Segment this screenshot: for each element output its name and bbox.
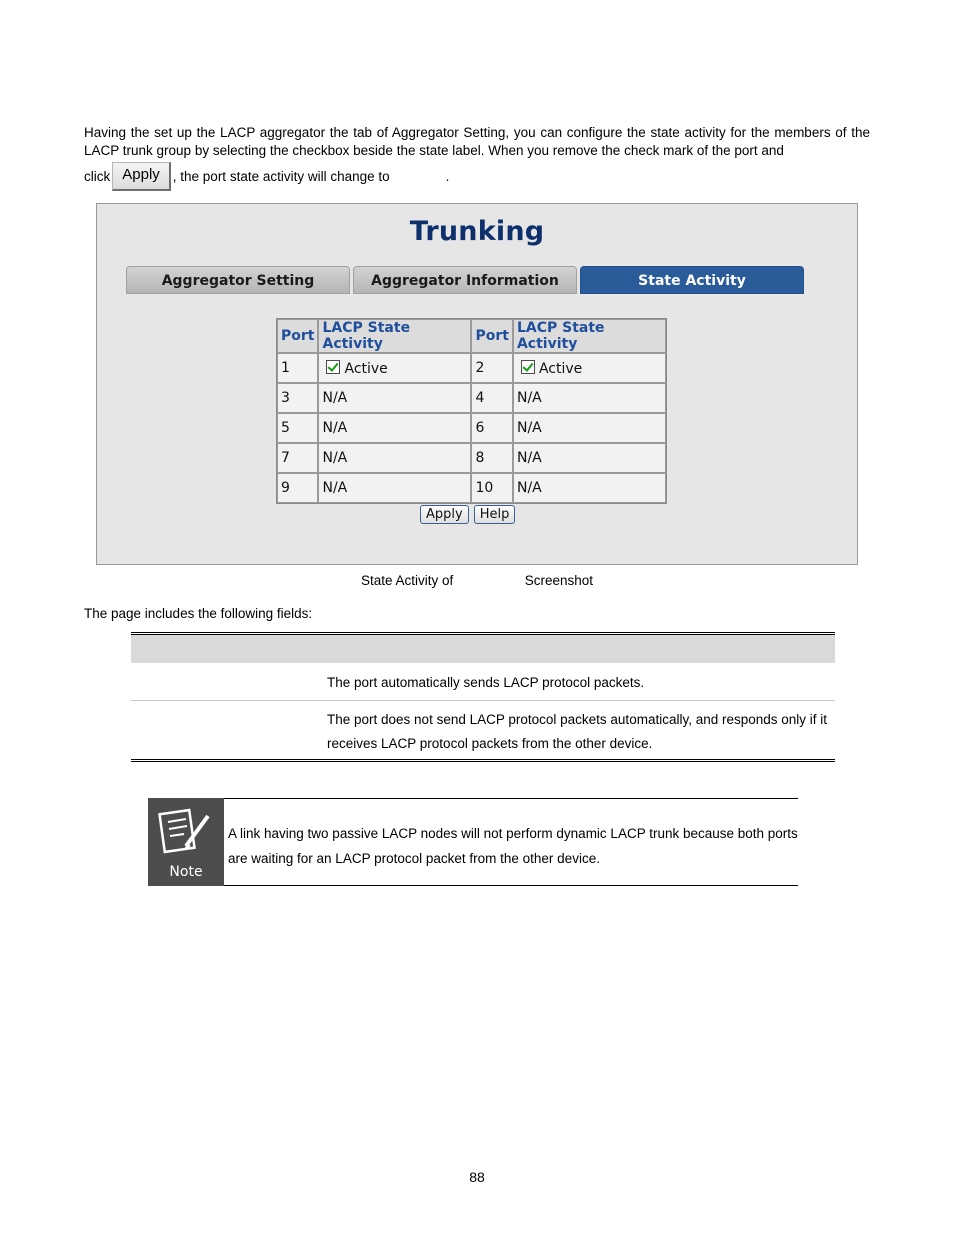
state-cell: N/A	[318, 383, 471, 413]
note-text: A link having two passive LACP nodes will not perform dynamic LACP trunk because both ports are waiting for an LACP protocol packet from the other device.	[228, 826, 798, 866]
tab-aggregator-setting[interactable]: Aggregator Setting	[126, 266, 350, 294]
port-cell: 6	[471, 413, 512, 443]
state-activity-table	[276, 318, 667, 504]
table-row	[277, 413, 666, 443]
port-cell: 4	[471, 383, 512, 413]
state-cell	[318, 353, 471, 383]
object-cell	[131, 671, 327, 695]
table-row	[131, 663, 835, 701]
intro-line-2	[84, 162, 870, 191]
note-icon-label: Note	[169, 864, 203, 880]
apply-button[interactable]: Apply	[420, 505, 469, 524]
page-number: 88	[469, 1169, 485, 1185]
note-box	[148, 798, 798, 886]
object-cell	[131, 708, 327, 756]
table-bottom-rule	[131, 759, 835, 762]
port-cell: 9	[277, 473, 318, 503]
intro-paragraph	[84, 124, 870, 191]
table-row	[277, 443, 666, 473]
state-cell: N/A	[513, 443, 666, 473]
description-cell: The port does not send LACP protocol packets automatically, and responds only if it receives LACP protocol packets from the other device.	[327, 712, 828, 751]
column-header-port-a: Port	[277, 319, 318, 353]
inline-apply-button: Apply	[112, 162, 171, 191]
fields-table-header	[131, 635, 835, 663]
intro-line-1: Having the set up the LACP aggregator the tab of Aggregator Setting, you can configure the state activity for the members of the LACP trunk group by selecting the checkbox beside the state label. When you remove the check mark of the port and	[84, 125, 870, 158]
state-cell	[513, 353, 666, 383]
state-label: Active	[538, 360, 583, 377]
port-cell: 10	[471, 473, 512, 503]
fields-table	[131, 632, 835, 762]
port-cell: 7	[277, 443, 318, 473]
table-row	[277, 353, 666, 383]
description-cell: The port automatically sends LACP protocol packets.	[327, 675, 645, 690]
checkbox-checked-icon[interactable]	[326, 360, 340, 374]
tab-bar	[126, 266, 804, 294]
port-cell: 2	[471, 353, 512, 383]
port-cell: 3	[277, 383, 318, 413]
column-header-state-b: LACP State Activity	[513, 319, 666, 353]
checkbox-checked-icon[interactable]	[521, 360, 535, 374]
port-cell: 1	[277, 353, 318, 383]
table-header-row	[277, 319, 666, 353]
table-row	[277, 473, 666, 503]
note-icon	[148, 798, 224, 886]
help-button[interactable]: Help	[474, 505, 516, 524]
port-cell: 5	[277, 413, 318, 443]
tab-aggregator-information[interactable]: Aggregator Information	[353, 266, 577, 294]
state-cell: N/A	[318, 473, 471, 503]
caption-part-2: Screenshot	[524, 573, 594, 588]
table-row	[277, 383, 666, 413]
table-row	[131, 701, 835, 759]
fields-intro: The page includes the following fields:	[84, 606, 313, 621]
note-body	[224, 798, 798, 886]
state-cell: N/A	[318, 443, 471, 473]
state-cell: N/A	[513, 473, 666, 503]
form-buttons	[420, 505, 515, 524]
column-header-port-b: Port	[471, 319, 512, 353]
state-cell: N/A	[513, 413, 666, 443]
state-activity-screenshot	[96, 203, 858, 565]
intro-period: .	[445, 168, 450, 184]
intro-line-2-rest: , the port state activity will change to	[172, 168, 390, 184]
caption-part-1: State Activity of	[360, 573, 454, 588]
tab-state-activity[interactable]: State Activity	[580, 266, 804, 294]
state-cell: N/A	[318, 413, 471, 443]
figure-caption	[0, 573, 954, 588]
page-title: Trunking	[409, 216, 545, 247]
state-cell: N/A	[513, 383, 666, 413]
port-cell: 8	[471, 443, 512, 473]
column-header-state-a: LACP State Activity	[318, 319, 471, 353]
note-pencil-icon	[156, 806, 216, 858]
state-label: Active	[344, 360, 388, 377]
click-word: click	[84, 168, 111, 184]
